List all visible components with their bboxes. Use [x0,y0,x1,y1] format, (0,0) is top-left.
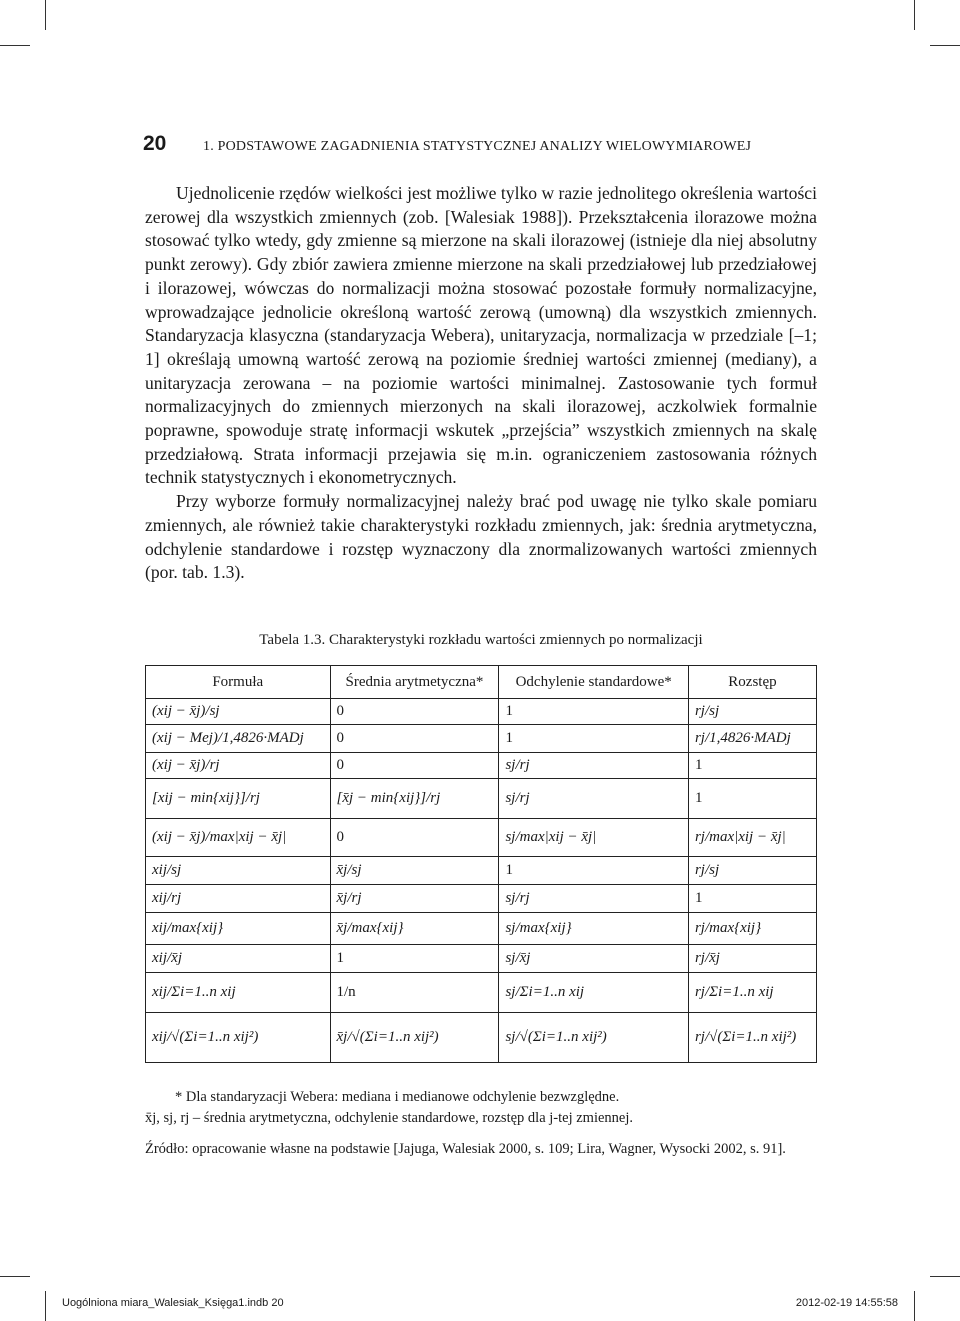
table-row [146,945,817,973]
table-cell: xij/max{xij} [146,913,331,945]
footer-timestamp: 2012-02-19 14:55:58 [795,1297,898,1309]
source-note: Źródło: opracowanie własne na podstawie [Jajuga, Walesiak 2000, s. 109; Lira, Wagner, Wysocki 2002, s. 91]. [145,1141,786,1157]
table-cell: sj/Σi=1..n xij [499,973,688,1013]
paragraph: Ujednolicenie rzędów wielkości jest możliwe tylko w razie jednolitego określenia wartości zerowej dla wszystkich zmiennych (zob. [Walesiak 1988]). Przekształcenia ilorazowe można stosować tylko wtedy, gdy zmienne są mierzone na skali ilorazowej (istnieje dla niej absolutny punkt zerowy). Gdy zbiór zawiera zmienne mierzone na skali przedziałowej lub przedziałowej i ilorazowej, wówczas do normalizacji można stosować pozostałe formuły normalizacyjne, wprowadzające jednolicie określoną wartość zerową (umowną) dla wszystkich zmiennych. Standaryzacja klasyczna (standaryzacja Webera), unitaryzacja, normalizacja w przedziale [–1; 1] określają umowną wartość zerową na poziomie średniej wartości zmiennej (mediany), a unitaryzacja zerowana – na poziomie wartości minimalnej. Zastosowanie tych formuł normalizacyjnych do zmiennych mierzonych na skali ilorazowej, aczkolwiek formalnie poprawne, spowoduje stratę informacji wskutek „przejścia” wszystkich zmiennych na skalę przedziałową. Strata informacji przejawia się m.in. ograniczeniem zastosowania różnych technik statystycznych i ekonometrycznych. [145,183,817,488]
table-cell: 0 [330,819,499,857]
table-row [146,819,817,857]
table-cell: x̄j/sj [330,857,499,885]
table-cell: sj/rj [499,779,688,819]
asterisk-note: * Dla standaryzacji Webera: mediana i medianowe odchylenie bezwzględne. [175,1089,620,1105]
symbols-note: x̄j, sj, rj – średnia arytmetyczna, odchylenie standardowe, rozstęp dla j-tej zmiennej. [145,1110,633,1126]
table-cell: sj/rj [499,885,688,913]
table-row [146,753,817,779]
column-header: Średnia arytmetyczna* [330,666,499,699]
table-cell: xij/Σi=1..n xij [146,973,331,1013]
table-cell: (xij − x̄j)/rj [146,753,331,779]
table-cell: rj/x̄j [688,945,816,973]
paragraph: Przy wyborze formuły normalizacyjnej należy brać pod uwagę nie tylko skale pomiaru zmiennych, ale również takie charakterystyki rozkładu zmiennych, jak: średnia arytmetyczna, odchylenie standardowe i rozstęp wyznaczony dla znormalizowanych wartości zmiennych (por. tab. 1.3). [145,491,817,583]
table-cell: rj/max{xij} [688,913,816,945]
table-cell: sj/x̄j [499,945,688,973]
body-text [145,182,817,585]
running-head: 1. PODSTAWOWE ZAGADNIENIA STATYSTYCZNEJ ANALIZY WIELOWYMIAROWEJ [203,139,752,154]
crop-mark [914,0,915,30]
table-cell: 0 [330,699,499,725]
table-cell: xij/√(Σi=1..n xij²) [146,1013,331,1063]
crop-mark [45,1291,46,1321]
table-header-row [146,666,817,699]
column-header: Odchylenie standardowe* [499,666,688,699]
table-cell: 1 [499,725,688,753]
column-header: Formuła [146,666,331,699]
table-cell: 1 [688,753,816,779]
crop-mark [930,1276,960,1277]
table-row [146,913,817,945]
table-row [146,857,817,885]
table-cell: xij/rj [146,885,331,913]
table-cell: sj/max{xij} [499,913,688,945]
table-cell: rj/max|xij − x̄j| [688,819,816,857]
table-row [146,973,817,1013]
table-row [146,725,817,753]
table-row [146,779,817,819]
table-cell: 0 [330,753,499,779]
table-cell: sj/rj [499,753,688,779]
table-cell: 1 [330,945,499,973]
table-cell: sj/√(Σi=1..n xij²) [499,1013,688,1063]
table-cell: [xij − min{xij}]/rj [146,779,331,819]
table-cell: x̄j/√(Σi=1..n xij²) [330,1013,499,1063]
page-number: 20 [143,132,167,155]
table-cell: 1 [688,885,816,913]
crop-mark [0,45,30,46]
table-cell: 1/n [330,973,499,1013]
table-cell: x̄j/rj [330,885,499,913]
normalization-table [145,665,817,1063]
table-cell: rj/Σi=1..n xij [688,973,816,1013]
page-header [143,132,823,156]
table-cell: xij/sj [146,857,331,885]
table-row [146,885,817,913]
crop-mark [914,1291,915,1321]
table-cell: xij/x̄j [146,945,331,973]
crop-mark [45,0,46,30]
crop-mark [0,1276,30,1277]
table-cell: 0 [330,725,499,753]
table-cell: rj/√(Σi=1..n xij²) [688,1013,816,1063]
table-cell: (xij − x̄j)/max|xij − x̄j| [146,819,331,857]
table-cell: (xij − x̄j)/sj [146,699,331,725]
table-cell: rj/sj [688,699,816,725]
table-notes [145,1087,817,1160]
table-row [146,1013,817,1063]
footer-file: Uogólniona miara_Walesiak_Księga1.indb 20 [62,1297,284,1309]
crop-mark [930,45,960,46]
table-cell: (xij − Mej)/1,4826·MADj [146,725,331,753]
table-caption: Tabela 1.3. Charakterystyki rozkładu wartości zmiennych po normalizacji [259,632,703,648]
table-row [146,699,817,725]
column-header: Rozstęp [688,666,816,699]
table-cell: [x̄j − min{xij}]/rj [330,779,499,819]
table-cell: 1 [499,857,688,885]
table-cell: 1 [688,779,816,819]
table-cell: x̄j/max{xij} [330,913,499,945]
table-cell: sj/max|xij − x̄j| [499,819,688,857]
table-cell: rj/sj [688,857,816,885]
table-cell: 1 [499,699,688,725]
table-cell: rj/1,4826·MADj [688,725,816,753]
